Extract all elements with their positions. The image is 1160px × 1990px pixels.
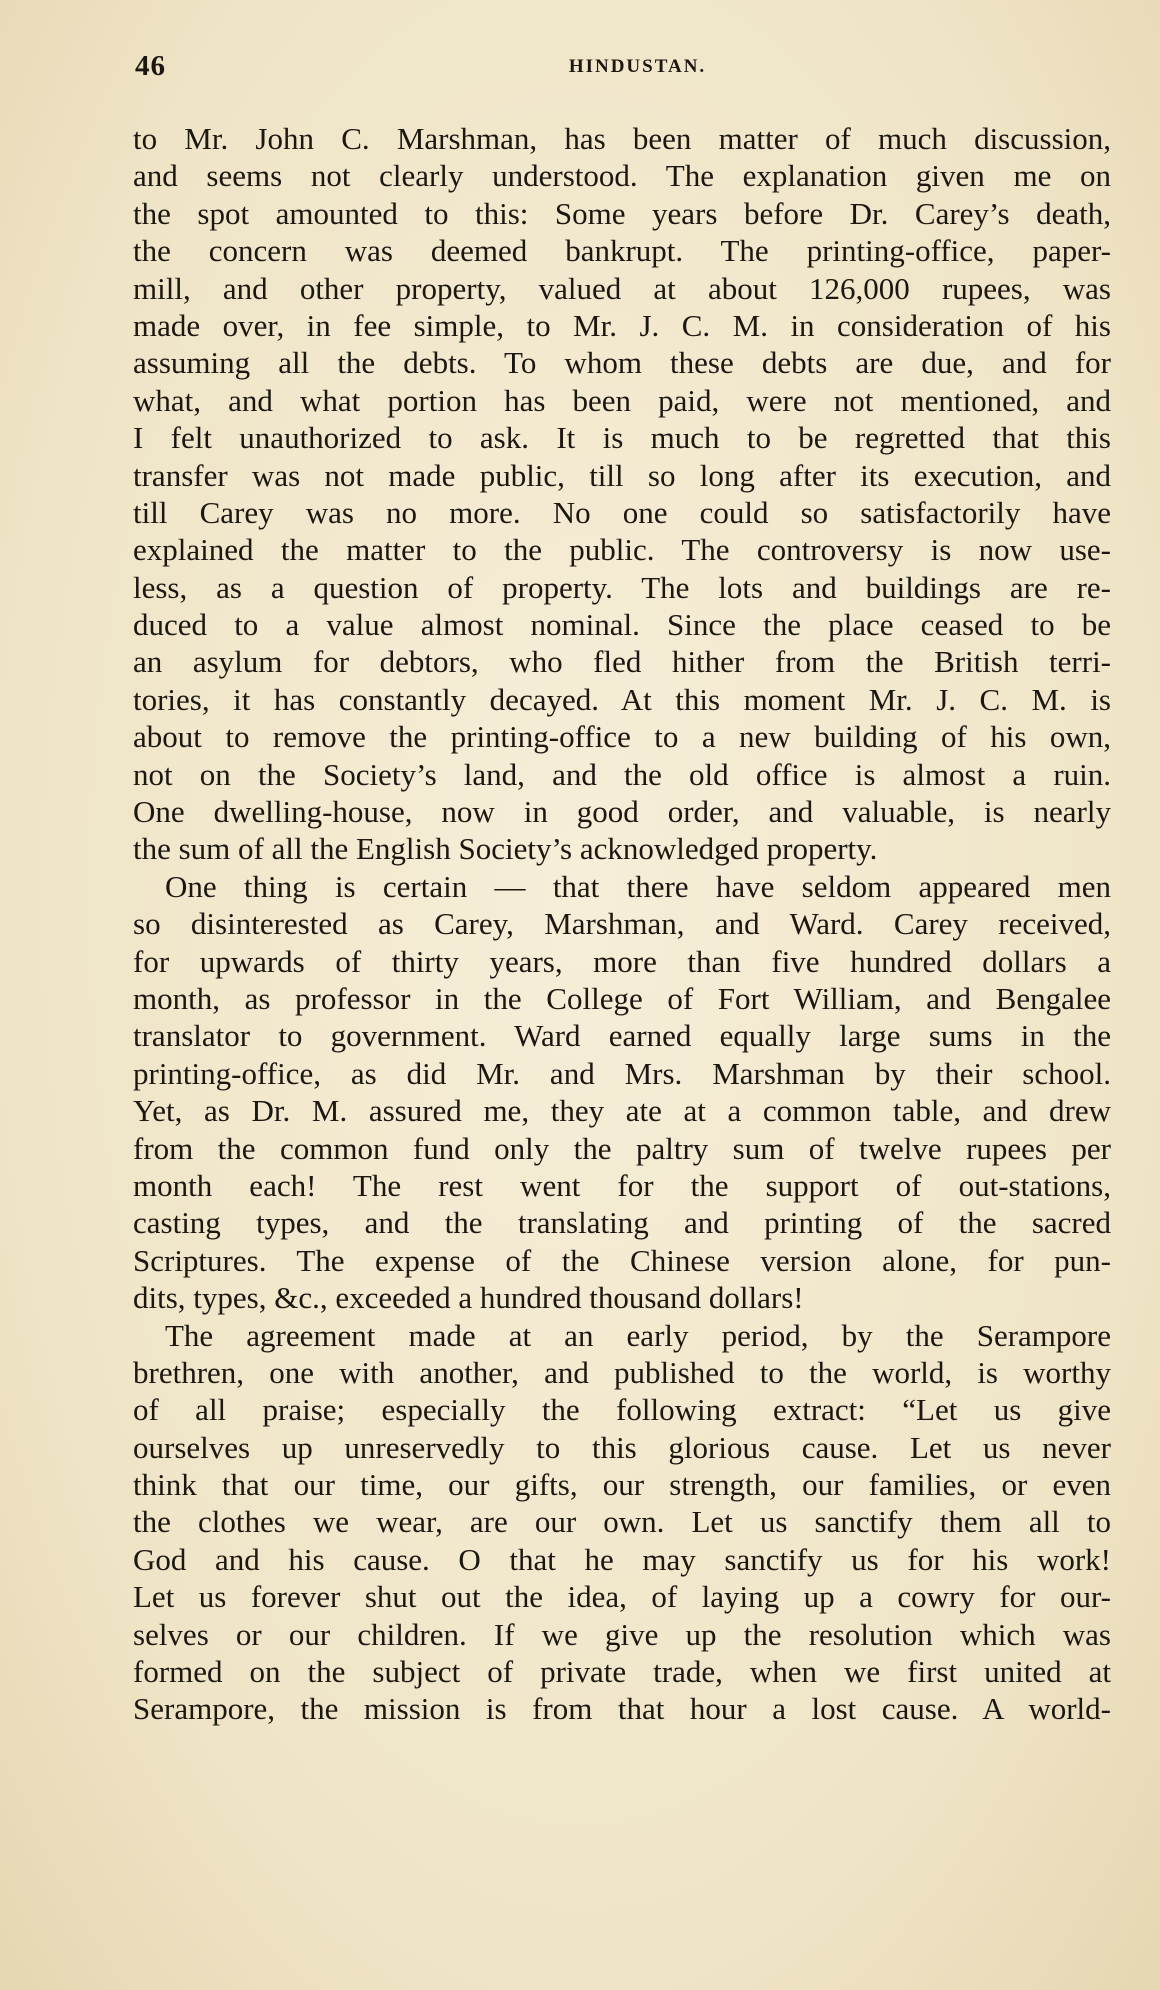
text-line: casting types, and the translating and printing of the sacred <box>133 1205 1111 1241</box>
text-line: translator to government. Ward earned equally large sums in the <box>133 1018 1111 1054</box>
text-line: about to remove the printing-office to a new building of his own, <box>133 719 1111 755</box>
text-line: to Mr. John C. Marshman, has been matter of much discussion, <box>133 121 1111 156</box>
text-line: assuming all the debts. To whom these debts are due, and for <box>133 345 1111 381</box>
text-line: for upwards of thirty years, more than five hundred dollars a <box>133 943 1111 979</box>
running-head: HINDUSTAN. <box>568 56 707 77</box>
paragraph-end-line: dits, types, &c., exceeded a hundred thousand dollars! <box>133 1280 804 1316</box>
page-header <box>135 50 1110 90</box>
text-line: duced to a value almost nominal. Since the place ceased to be <box>133 607 1111 643</box>
text-line: of all praise; especially the following extract: “Let us give <box>133 1392 1111 1428</box>
text-line: less, as a question of property. The lots and buildings are re- <box>133 569 1111 605</box>
text-line: made over, in fee simple, to Mr. J. C. M. in consideration of his <box>133 307 1111 343</box>
text-line: not on the Society’s land, and the old office is almost a ruin. <box>133 756 1111 792</box>
text-line: ourselves up unreservedly to this glorious cause. Let us never <box>133 1429 1111 1465</box>
paragraph-start-line: One thing is certain — that there have seldom appeared men <box>165 868 1111 904</box>
text-line: printing-office, as did Mr. and Mrs. Marshman by their school. <box>133 1055 1111 1091</box>
text-line: explained the matter to the public. The controversy is now use- <box>133 532 1111 568</box>
text-line: One dwelling-house, now in good order, and valuable, is nearly <box>133 794 1111 830</box>
text-line: and seems not clearly understood. The explanation given me on <box>133 158 1111 194</box>
page-number: 46 <box>135 50 166 82</box>
text-line: mill, and other property, valued at about 126,000 rupees, was <box>133 270 1111 306</box>
text-line: the concern was deemed bankrupt. The printing-office, paper- <box>133 233 1111 269</box>
text-line: Yet, as Dr. M. assured me, they ate at a common table, and drew <box>133 1093 1111 1129</box>
text-line: Let us forever shut out the idea, of laying up a cowry for our- <box>133 1579 1111 1615</box>
text-line: till Carey was no more. No one could so satisfactorily have <box>133 494 1111 530</box>
text-line: Serampore, the mission is from that hour a lost cause. A world- <box>133 1691 1111 1727</box>
text-line: so disinterested as Carey, Marshman, and Ward. Carey received, <box>133 906 1111 942</box>
text-line: the clothes we wear, are our own. Let us sanctify them all to <box>133 1504 1111 1540</box>
text-line: God and his cause. O that he may sanctify us for his work! <box>133 1541 1111 1577</box>
text-line: selves or our children. If we give up the resolution which was <box>133 1616 1111 1652</box>
paragraph-start-line: The agreement made at an early period, by the Serampore <box>165 1317 1111 1353</box>
text-line: formed on the subject of private trade, when we first united at <box>133 1654 1111 1690</box>
text-line: month, as professor in the College of Fort William, and Bengalee <box>133 980 1111 1016</box>
body-text <box>133 120 1111 1728</box>
text-line: the spot amounted to this: Some years before Dr. Carey’s death, <box>133 195 1111 231</box>
text-line: I felt unauthorized to ask. It is much to be regretted that this <box>133 420 1111 456</box>
text-line: think that our time, our gifts, our strength, our families, or even <box>133 1467 1111 1503</box>
text-line: Scriptures. The expense of the Chinese version alone, for pun- <box>133 1242 1111 1278</box>
text-line: an asylum for debtors, who fled hither from the British terri- <box>133 644 1111 680</box>
paragraph-end-line: the sum of all the English Society’s acknowledged property. <box>133 831 878 867</box>
text-line: from the common fund only the paltry sum of twelve rupees per <box>133 1130 1111 1166</box>
text-line: transfer was not made public, till so long after its execution, and <box>133 457 1111 493</box>
text-line: brethren, one with another, and published to the world, is worthy <box>133 1354 1111 1390</box>
text-line: tories, it has constantly decayed. At this moment Mr. J. C. M. is <box>133 681 1111 717</box>
text-line: month each! The rest went for the support of out-stations, <box>133 1167 1111 1203</box>
text-line: what, and what portion has been paid, were not mentioned, and <box>133 382 1111 418</box>
